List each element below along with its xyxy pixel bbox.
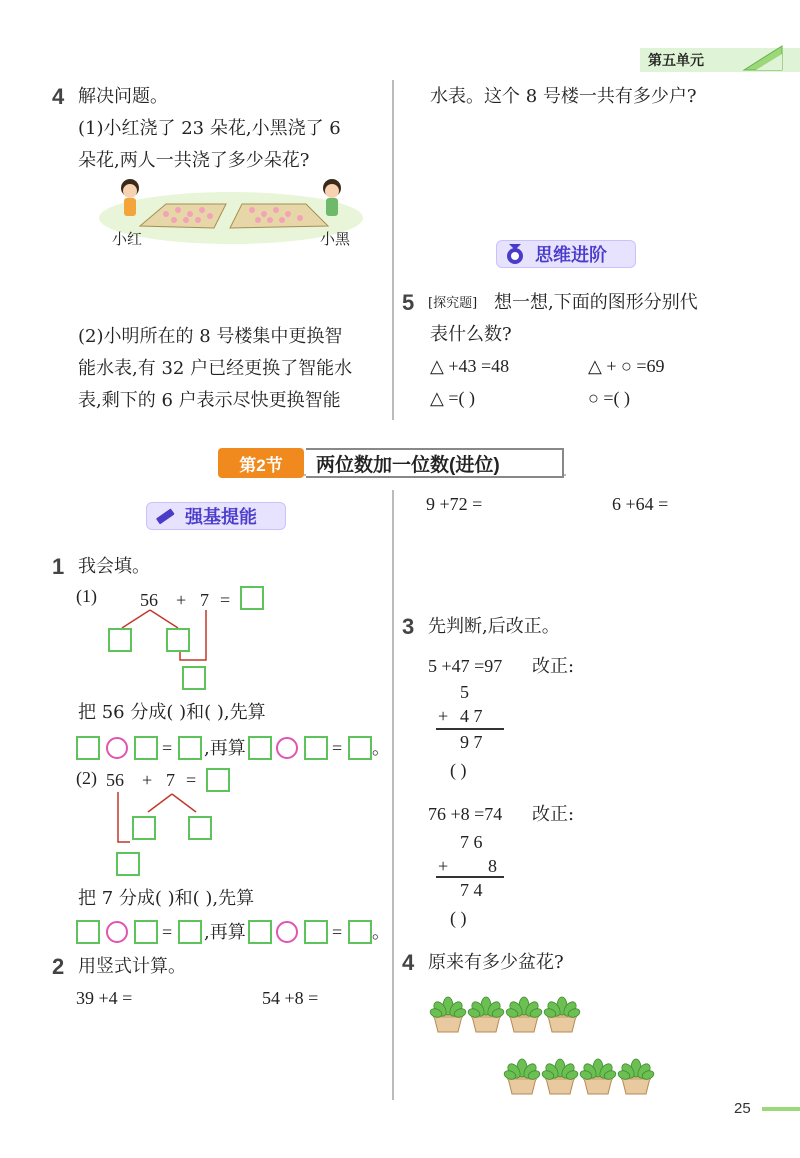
unit-label: 第五单元 (648, 52, 704, 68)
potted-plant-icon (502, 1056, 538, 1092)
question-number: 3 (402, 614, 415, 639)
operator-circle[interactable] (106, 921, 128, 943)
addend: 7 (166, 770, 175, 790)
judge-blank: ( ) (450, 760, 467, 780)
vertical-line (436, 876, 504, 878)
equals-sign: = (162, 922, 173, 942)
question-title: 我会填。 (78, 556, 150, 577)
section-label: 第2节 (218, 448, 304, 478)
question-text: (2)小明所在的 8 号楼集中更换智 (78, 326, 343, 347)
triangle-ruler-icon (742, 42, 792, 72)
answer-box[interactable] (206, 768, 230, 792)
question-text: 表什么数? (430, 324, 512, 345)
correct-label: 改正: (532, 804, 575, 825)
label-xiaohei: 小黑 (320, 230, 351, 248)
answer-blank: ○ =( ) (588, 388, 631, 408)
badge-label: 思维进阶 (535, 245, 607, 265)
vertical-op: + (438, 706, 449, 726)
calc-problem: 6 +64 = (612, 494, 669, 514)
question-title: 原来有多少盆花? (428, 952, 564, 973)
operator-circle[interactable] (106, 737, 128, 759)
equals-sign: = (332, 738, 343, 758)
vertical-row: 8 (488, 856, 497, 876)
answer-box[interactable] (240, 586, 264, 610)
question-title: 用竖式计算。 (78, 956, 186, 977)
addend: 56 (106, 770, 124, 790)
question-text: (1)小红浇了 23 朵花,小黑浇了 6 (78, 118, 341, 139)
fill-sentence: 把 56 分成( )和( ),先算 (78, 702, 266, 723)
section-title: 两位数加一位数(进位) (306, 448, 564, 478)
answer-box[interactable] (134, 736, 158, 760)
equals-sign: = (186, 770, 197, 790)
answer-box[interactable] (348, 920, 372, 944)
fill-sentence: 把 7 分成( )和( ),先算 (78, 888, 255, 909)
wrong-equation: 5 +47 =97 (428, 656, 503, 676)
calc-problem: 9 +72 = (426, 494, 483, 514)
vertical-row: 9 7 (460, 732, 483, 752)
answer-box[interactable] (248, 920, 272, 944)
question-text: 水表。这个 8 号楼一共有多少户? (430, 86, 697, 107)
question-number: 2 (52, 954, 65, 979)
operator-circle[interactable] (276, 921, 298, 943)
answer-box[interactable] (304, 736, 328, 760)
answer-box[interactable] (348, 736, 372, 760)
question-number: 4 (52, 84, 65, 109)
vertical-row: 7 6 (460, 832, 483, 852)
calc-problem: 39 +4 = (76, 988, 133, 1008)
answer-box[interactable] (116, 852, 140, 876)
answer-box[interactable] (108, 628, 132, 652)
addend: 56 (140, 590, 158, 610)
potted-plant-icon (578, 1056, 614, 1092)
potted-plant-icon (616, 1056, 652, 1092)
period: 。 (372, 738, 390, 759)
question-number: 1 (52, 554, 65, 579)
page-bar (762, 1107, 800, 1111)
medal-icon (503, 242, 527, 266)
potted-plant-icon (504, 994, 540, 1030)
vertical-row: 4 7 (460, 706, 483, 726)
potted-plant-icon (540, 1056, 576, 1092)
part-label: (2) (76, 768, 97, 788)
correct-label: 改正: (532, 656, 575, 677)
equation: △ + ○ =69 (588, 356, 665, 376)
addend: 7 (200, 590, 209, 610)
answer-box[interactable] (178, 920, 202, 944)
answer-box[interactable] (132, 816, 156, 840)
question-title: 解决问题。 (78, 86, 168, 107)
question-number: 4 (402, 950, 415, 975)
then-text: ,再算 (204, 922, 246, 943)
vertical-op: + (438, 856, 449, 876)
answer-box[interactable] (166, 628, 190, 652)
plus-sign: + (142, 770, 153, 790)
answer-box[interactable] (134, 920, 158, 944)
column-divider-bottom (392, 490, 394, 1100)
question-text: 朵花,两人一共浇了多少朵花? (78, 150, 310, 171)
badge-label: 强基提能 (185, 507, 257, 527)
equals-sign: = (220, 590, 231, 610)
column-divider-top (392, 80, 394, 420)
answer-box[interactable] (182, 666, 206, 690)
answer-box[interactable] (178, 736, 202, 760)
judge-blank: ( ) (450, 908, 467, 928)
plus-sign: + (176, 590, 187, 610)
wrong-equation: 76 +8 =74 (428, 804, 503, 824)
badge-basic (146, 502, 286, 530)
equals-sign: = (332, 922, 343, 942)
question-number: 5 (402, 290, 415, 315)
period: 。 (372, 922, 390, 943)
question-text: 表,剩下的 6 户表示尽快更换智能 (78, 390, 341, 411)
question-tag: [探究题] (428, 296, 478, 311)
potted-plant-icon (428, 994, 464, 1030)
potted-plant-icon (466, 994, 502, 1030)
answer-box[interactable] (188, 816, 212, 840)
operator-circle[interactable] (276, 737, 298, 759)
label-xiaohong: 小红 (112, 230, 143, 248)
part-label: (1) (76, 586, 97, 606)
vertical-row: 5 (460, 682, 469, 702)
question-title: 先判断,后改正。 (428, 616, 560, 637)
question-text: 想一想,下面的图形分别代 (494, 292, 698, 313)
pencil-icon (153, 504, 177, 528)
question-text: 能水表,有 32 户已经更换了智能水 (78, 358, 353, 379)
answer-blank: △ =( ) (430, 388, 475, 408)
answer-box[interactable] (76, 920, 100, 944)
answer-box[interactable] (304, 920, 328, 944)
answer-box[interactable] (248, 736, 272, 760)
page-number: 25 (734, 1100, 751, 1117)
equals-sign: = (162, 738, 173, 758)
vertical-line (436, 728, 504, 730)
equation: △ +43 =48 (430, 356, 510, 376)
badge-thinking (496, 240, 636, 268)
answer-box[interactable] (76, 736, 100, 760)
calc-problem: 54 +8 = (262, 988, 319, 1008)
potted-plant-icon (542, 994, 578, 1030)
vertical-row: 7 4 (460, 880, 483, 900)
then-text: ,再算 (204, 738, 246, 759)
